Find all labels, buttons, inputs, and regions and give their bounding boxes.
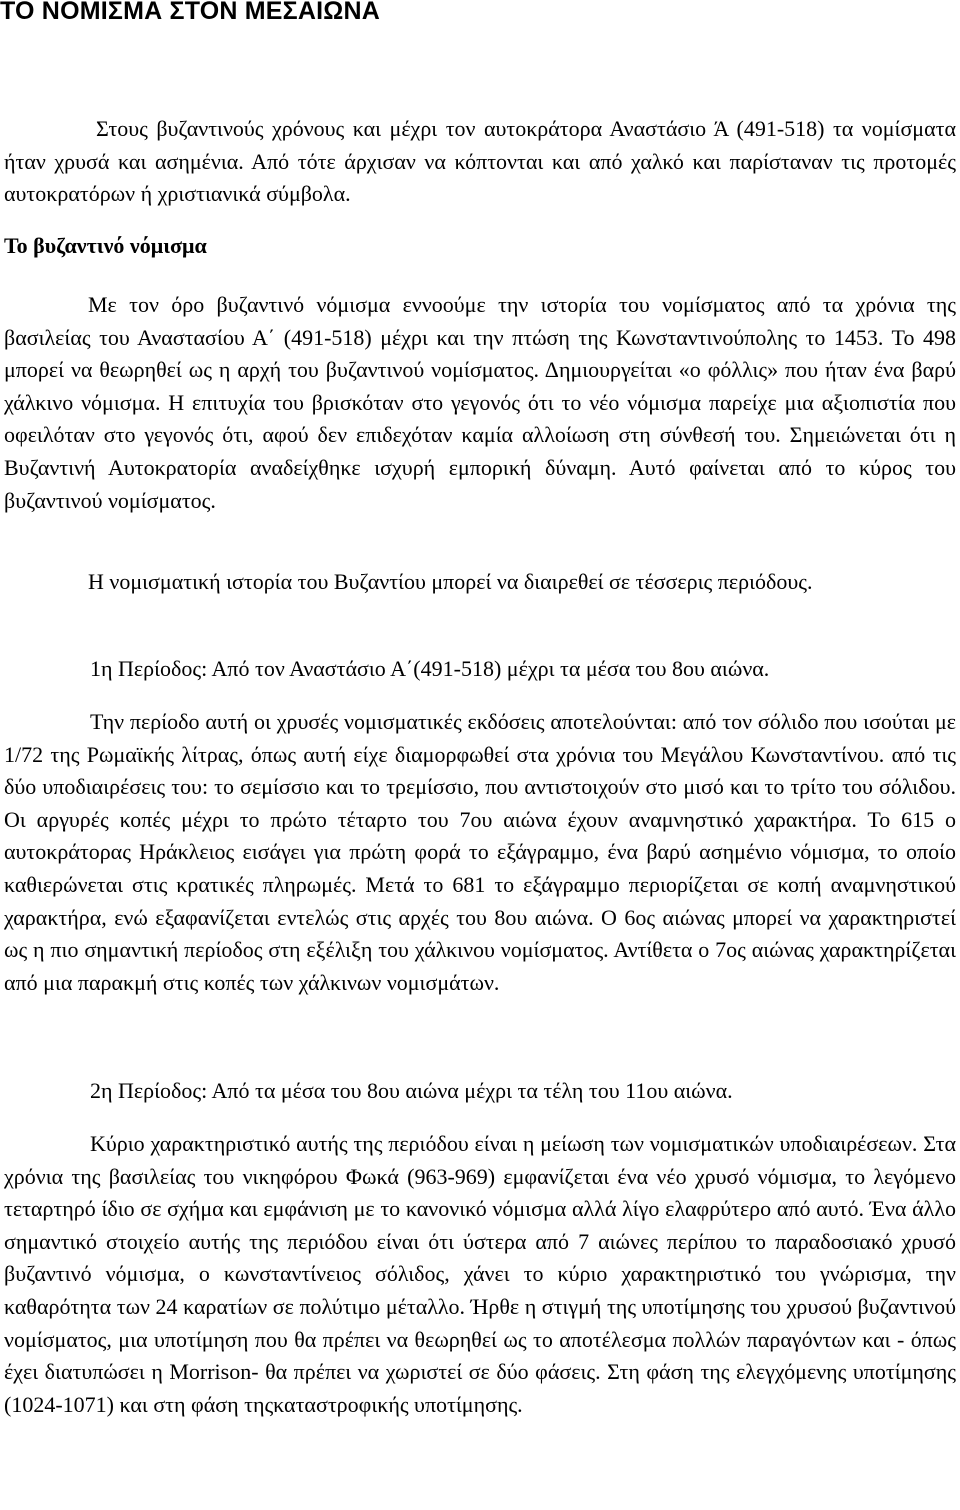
period-2-paragraph: Κύριο χαρακτηριστικό αυτής της περιόδου είναι η μείωση των νομισματικών υποδιαιρέσεων. Στα χρόνια της βασιλείας του νικηφόρου Φωκά (963-969) εμφανίζεται ένα νέο χρυσό νόμισμα, το λεγόμενο τεταρτηρό ίδιο σε σχήμα και εμφάνιση με το κανονικό νόμισμα αλλά λίγο ελαφρύτερο από αυτό. Ένα άλλο σημαντικό στοιχείο αυτής της περιόδου είναι ότι ύστερα από 7 αιώνες περίπου το παραδοσιακό χρυσό βυζαντινό νόμισμα, ο κωνσταντίνειος σόλιδος, χάνει το κύριο χαρακτηριστικό του γνώρισμα, την καθαρότητα των 24 καρατίων σε πολύτιμο μέταλλο. Ήρθε η στιγμή της υποτίμησης του χρυσού βυζαντινού νομίσματος, μια υποτίμηση που θα πρέπει να θεωρηθεί ως το αποτέλεσμα πολλών παραγόντων και - όπως έχει διατυπώσει η Morrison- θα πρέπει να χωριστεί σε δύο φάσεις. Στη φάση της ελεγχόμενης υποτίμησης (1024-1071) και στη φάση τηςκαταστροφικής υποτίμησης. [4, 1131, 956, 1417]
period-1-heading: 1η Περίοδος: Από τον Αναστάσιο Α΄(491-518) μέχρι τα μέσα του 8ου αιώνα. [90, 656, 770, 681]
section-heading: Το βυζαντινό νόμισμα [4, 233, 207, 258]
document-title: ΤΟ ΝΟΜΙΣΜΑ ΣΤΟΝ ΜΕΣΑΙΩΝΑ [0, 0, 381, 25]
period-1-paragraph: Την περίοδο αυτή οι χρυσές νομισματικές εκδόσεις αποτελούνται: από τον σόλιδο που ισούται με 1/72 της Ρωμαϊκής λίτρας, όπως αυτή είχε διαμορφωθεί στα χρόνια του Μεγάλου Κωνσταντίνου. από τις δύο υποδιαιρέσεις του: το σεμίσσιο και το τρεμίσσιο, που αντιστοιχούν στο μισό και το τρίτο του σόλιδου. Οι αργυρές κοπές μέχρι το πρώτο τέταρτο του 7ου αιώνα έχουν αναμνηστικό χαρακτήρα. Το 615 ο αυτοκράτορας Ηράκλειος εισάγει για πρώτη φορά το εξάγραμμο, ένα βαρύ ασημένιο νόμισμα, το οποίο καθιερώνεται στις κρατικές πληρωμές. Μετά το 681 το εξάγραμμο περιορίζεται σε κοπή αναμνηστικού χαρακτήρα, ενώ εξαφανίζεται εντελώς στις αρχές του 8ου αιώνα. Ο 6ος αιώνας μπορεί να χαρακτηριστεί ως η πιο σημαντική περίοδος στη εξέλιξη του χάλκινου νομίσματος. Αντίθετα ο 7ος αιώνας χαρακτηρίζεται από μια παρακμή στις κοπές των χάλκινων νομισμάτων. [4, 709, 956, 995]
intro-paragraph: Στους βυζαντινούς χρόνους και μέχρι τον αυτοκράτορα Αναστάσιο Ά (491-518) τα νομίσματα ήταν χρυσά και ασημένια. Από τότε άρχισαν να κόπτονται και από χαλκό και παρίσταναν τις προτομές αυτοκρατόρων ή χριστιανικά σύμβολα. [4, 116, 956, 207]
period-2-heading: 2η Περίοδος: Από τα μέσα του 8ου αιώνα μέχρι τα τέλη του 11ου αιώνα. [90, 1078, 733, 1103]
paragraph-four-periods: Η νομισματική ιστορία του Βυζαντίου μπορεί να διαιρεθεί σε τέσσερις περιόδους. [88, 569, 813, 594]
paragraph-byzantine-coin: Με τον όρο βυζαντινό νόμισμα εννοούμε την ιστορία του νομίσματος από τα χρόνια της βασιλείας του Αναστασίου Α΄ (491-518) μέχρι και την πτώση της Κωνσταντινούπολης το 1453. Το 498 μπορεί να θεωρηθεί ως η αρχή του βυζαντινού νομίσματος. Δημιουργείται «ο φόλλις» που ήταν ένα βαρύ χάλκινο νόμισμα. Η επιτυχία του βρισκόταν στο γεγονός ότι το νέο νόμισμα παρείχε μια αξιοπιστία που οφειλόταν στο γεγονός ότι, αφού δεν επιδεχόταν καμία αλλοίωση στη σύνθεσή του. Σημειώνεται ότι η Βυζαντινή Αυτοκρατορία αναδείχθηκε ισχυρή εμπορική δύναμη. Αυτό φαίνεται από το κύρος του βυζαντινού νομίσματος. [4, 292, 956, 513]
